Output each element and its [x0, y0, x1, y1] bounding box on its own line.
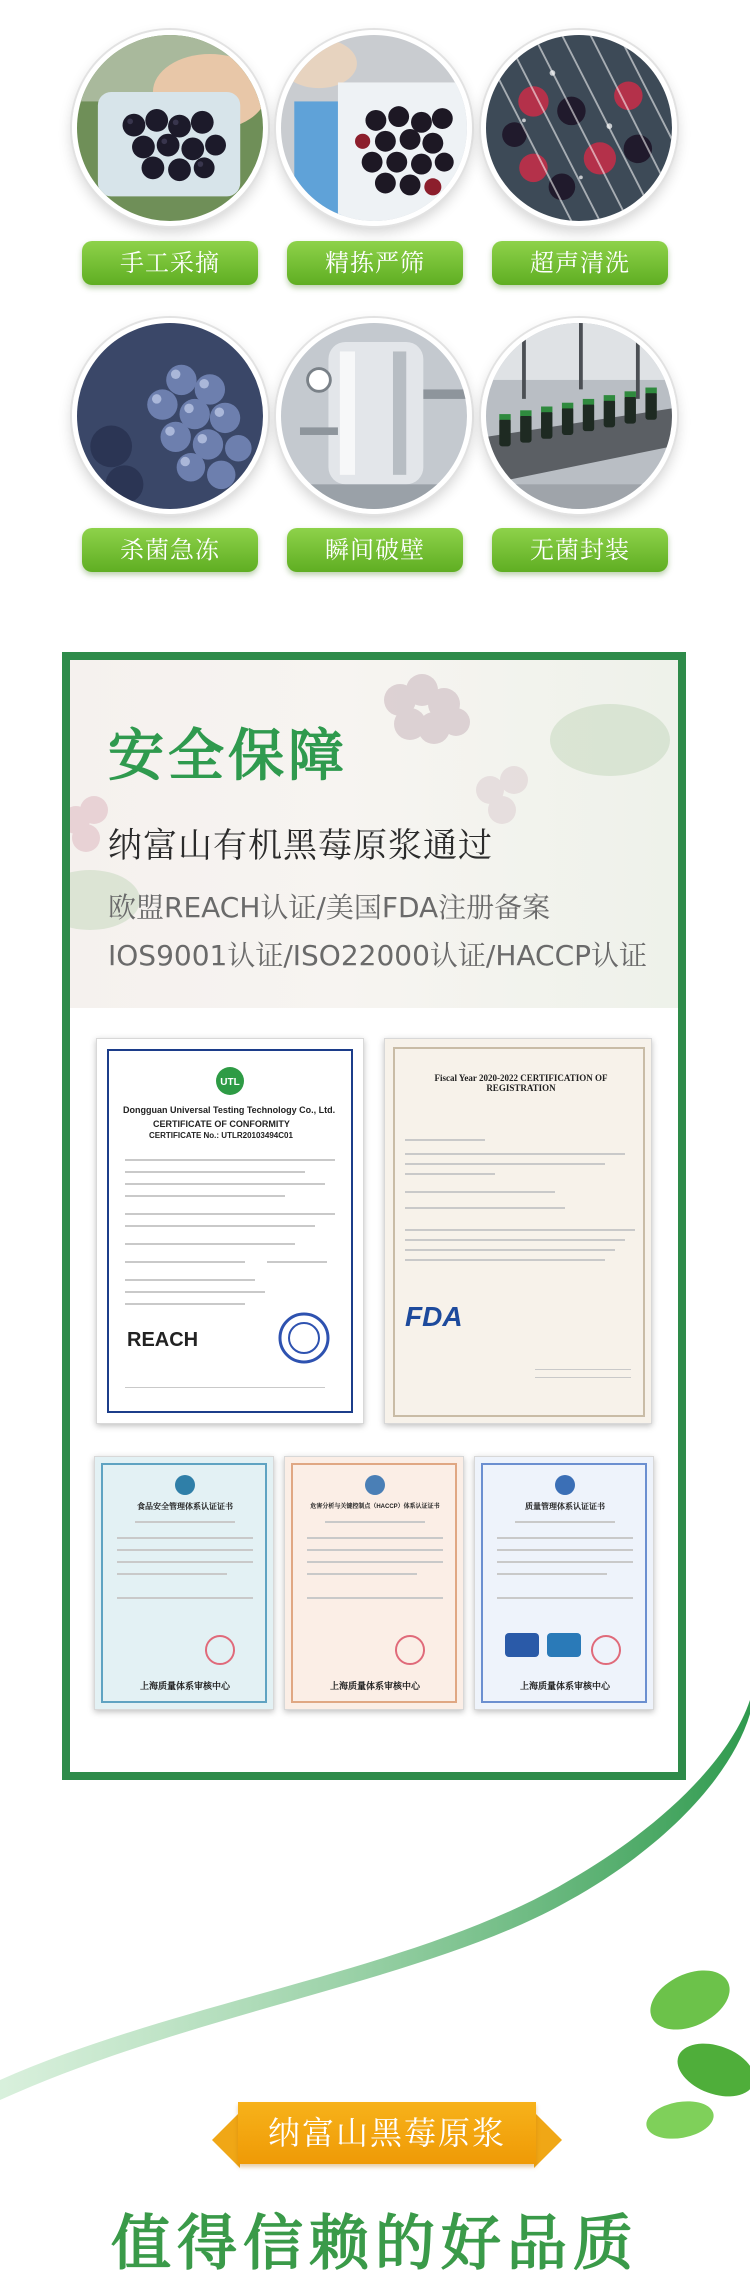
step-label: 精拣严筛	[287, 241, 463, 285]
hand-picking-photo	[72, 30, 268, 226]
text-line	[307, 1537, 443, 1539]
approved-stamp-icon	[277, 1311, 331, 1365]
fda-certificate	[384, 1038, 652, 1424]
text-line	[307, 1573, 417, 1575]
cert-line-1: 欧盟REACH认证/美国FDA注册备案	[108, 891, 551, 924]
certificate-title: 质量管理体系认证证书	[525, 1502, 605, 1511]
text-line	[117, 1597, 253, 1599]
certificate-number: CERTIFICATE No.: UTLR20103494C01	[149, 1131, 293, 1140]
safety-subtitle: 纳富山有机黑莓原浆通过	[108, 826, 493, 866]
cnas-logo-icon	[547, 1633, 581, 1657]
text-line	[405, 1139, 485, 1141]
certificate-border	[481, 1463, 647, 1703]
text-line	[117, 1549, 253, 1551]
green-leaves-decoration	[620, 1960, 750, 2150]
text-line	[405, 1249, 615, 1251]
fda-logo: FDA	[405, 1301, 463, 1332]
text-line	[535, 1369, 631, 1370]
text-line	[515, 1521, 615, 1523]
text-line	[267, 1261, 327, 1263]
step-label: 无菌封装	[492, 528, 668, 572]
fda-title: Fiscal Year 2020-2022 CERTIFICATION OF REGISTRATION	[434, 1073, 608, 1093]
text-line	[125, 1159, 335, 1161]
text-line	[117, 1573, 227, 1575]
issuer-name: 上海质量体系审核中心	[139, 1681, 230, 1691]
safety-title: 安全保障	[108, 724, 348, 789]
quality-slogan: 值得信赖的好品质	[111, 2209, 639, 2279]
certificate-title: 危害分析与关键控制点（HACCP）体系认证证书	[310, 1504, 440, 1510]
text-line	[125, 1303, 245, 1305]
text-line	[497, 1561, 633, 1563]
text-line	[497, 1597, 633, 1599]
frozen-berry-photo	[72, 318, 268, 514]
certificate-border	[291, 1463, 457, 1703]
text-line	[325, 1521, 425, 1523]
reach-mark: REACH	[127, 1329, 199, 1351]
text-line	[405, 1163, 605, 1165]
food-safety-certificate	[94, 1456, 274, 1710]
washing-photo	[481, 30, 677, 226]
step-label: 瞬间破壁	[287, 528, 463, 572]
emblem-icon	[173, 1473, 197, 1497]
step-label: 超声清洗	[492, 241, 668, 285]
lab-name: Dongguan Universal Testing Technology Co., Ltd.	[123, 1105, 336, 1115]
cert-line-2: IOS9001认证/ISO22000认证/HACCP认证	[108, 939, 648, 972]
banner-ribbon-left	[212, 2112, 240, 2168]
utl-logo-icon	[207, 1065, 253, 1097]
text-line	[405, 1173, 495, 1175]
svg-text:UTL: UTL	[220, 1077, 240, 1088]
certificate-title: 食品安全管理体系认证证书	[137, 1502, 233, 1511]
text-line	[125, 1243, 295, 1245]
text-line	[405, 1153, 625, 1155]
seal-stamp-icon	[203, 1633, 237, 1667]
certificates-gallery	[70, 1008, 678, 1772]
text-line	[117, 1537, 253, 1539]
text-line	[307, 1549, 443, 1551]
issuer-name: 上海质量体系审核中心	[329, 1681, 420, 1691]
steel-tank-photo	[276, 318, 472, 514]
step-label: 手工采摘	[82, 241, 258, 285]
text-line	[405, 1191, 555, 1193]
sorting-photo	[276, 30, 472, 226]
text-line	[405, 1229, 635, 1231]
emblem-icon	[363, 1473, 387, 1497]
text-line	[497, 1537, 633, 1539]
certificate-border	[393, 1047, 645, 1417]
text-line	[125, 1387, 325, 1388]
iaf-logo-icon	[505, 1633, 539, 1657]
text-line	[135, 1521, 235, 1523]
process-steps	[0, 0, 750, 600]
reach-certificate	[96, 1038, 364, 1424]
text-line	[125, 1291, 265, 1293]
safety-header	[70, 660, 678, 1008]
text-line	[125, 1279, 255, 1281]
safety-section	[62, 652, 686, 1780]
certificate-border	[101, 1463, 267, 1703]
banner-ribbon-right	[534, 2112, 562, 2168]
brand-banner: 纳富山黑莓原浆	[238, 2102, 536, 2164]
certificate-title: CERTIFICATE OF CONFORMITY	[153, 1119, 290, 1129]
quality-management-certificate	[474, 1456, 654, 1710]
text-line	[405, 1207, 565, 1209]
text-line	[497, 1573, 607, 1575]
step-label: 杀菌急冻	[82, 528, 258, 572]
text-line	[405, 1239, 625, 1241]
text-line	[125, 1183, 325, 1185]
text-line	[535, 1377, 631, 1378]
text-line	[125, 1195, 285, 1197]
text-line	[125, 1261, 245, 1263]
haccp-certificate	[284, 1456, 464, 1710]
text-line	[405, 1259, 605, 1261]
seal-stamp-icon	[589, 1633, 623, 1667]
bottling-line-photo	[481, 318, 677, 514]
text-line	[307, 1597, 443, 1599]
text-line	[307, 1561, 443, 1563]
text-line	[117, 1561, 253, 1563]
text-line	[125, 1225, 315, 1227]
issuer-name: 上海质量体系审核中心	[519, 1681, 610, 1691]
text-line	[497, 1549, 633, 1551]
text-line	[125, 1171, 305, 1173]
emblem-icon	[553, 1473, 577, 1497]
text-line	[125, 1213, 335, 1215]
seal-stamp-icon	[393, 1633, 427, 1667]
